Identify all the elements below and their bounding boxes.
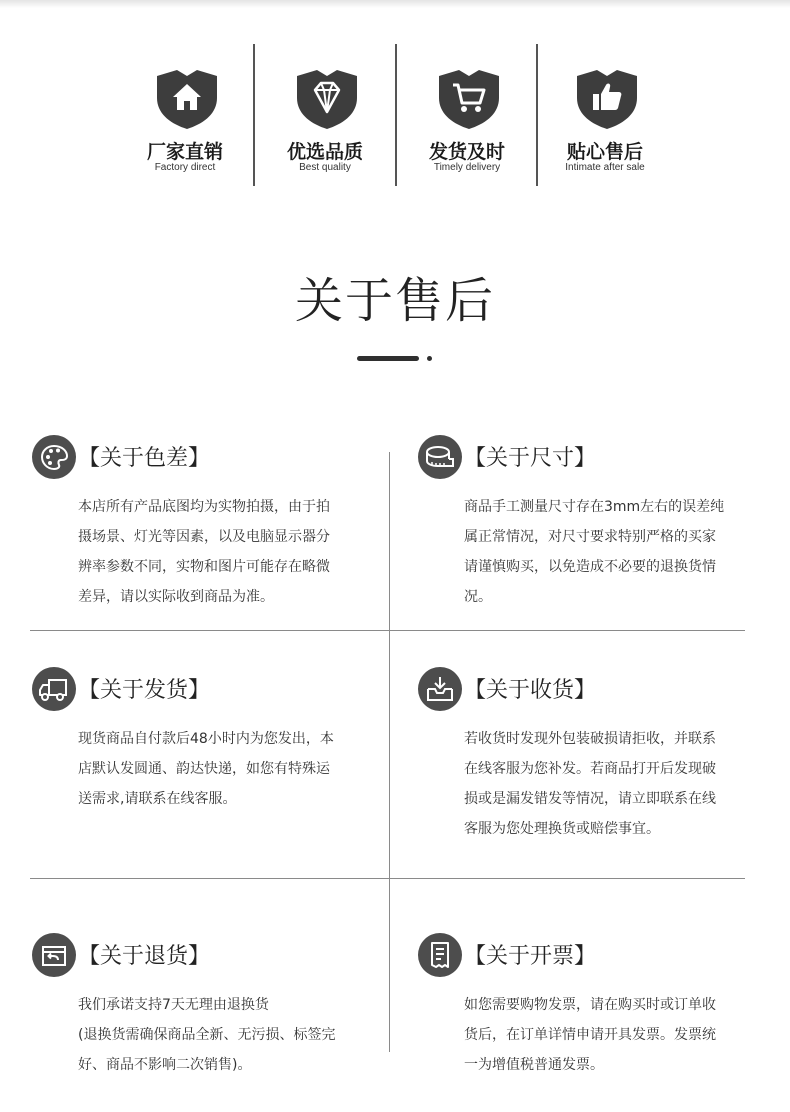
page-title: 关于售后 <box>294 273 495 329</box>
body-line: 商品手工测量尺寸存在3mm左右的误差纯 <box>464 499 725 515</box>
feature-best-quality <box>255 44 395 186</box>
section-title: 【关于色差】 <box>78 446 211 471</box>
section-color-difference <box>32 434 332 605</box>
body-line: 本店所有产品底图均为实物拍摄，由于拍 <box>78 499 330 515</box>
house-icon <box>155 68 219 130</box>
section-body <box>78 724 363 814</box>
feature-subtitle: Timely delivery <box>433 162 501 173</box>
body-line: 我们承诺支持7天无理由退换货 <box>78 997 269 1013</box>
heading-dot <box>427 356 432 361</box>
palette-icon <box>32 435 76 479</box>
feature-title: 贴心售后 <box>566 141 643 163</box>
grid-horizontal-divider <box>30 630 745 631</box>
section-title: 【关于尺寸】 <box>464 446 597 471</box>
body-line: 若收货时发现外包装破损请拒收，并联系 <box>464 731 716 747</box>
invoice-icon <box>418 933 462 977</box>
body-line: 属正常情况，对尺寸要求特别严格的买家 <box>464 529 716 545</box>
feature-title: 发货及时 <box>428 141 505 163</box>
inbox-icon <box>418 667 462 711</box>
section-returns <box>32 932 336 1073</box>
body-line: (退换货需确保商品全新、无污损、标签完 <box>78 1027 336 1043</box>
feature-factory-direct <box>115 44 255 186</box>
cart-icon <box>437 68 501 130</box>
body-line: 损或是漏发错发等情况，请立即联系在线 <box>464 791 716 807</box>
feature-title: 优选品质 <box>286 141 363 163</box>
grid-horizontal-divider <box>30 878 745 879</box>
feature-subtitle: Intimate after sale <box>565 162 645 173</box>
feature-subtitle: Best quality <box>299 162 351 173</box>
body-line: 店默认发圆通、韵达快递，如您有特殊运 <box>78 761 330 777</box>
grid-vertical-divider <box>389 452 390 1052</box>
section-receiving <box>418 666 718 837</box>
section-title: 【关于发货】 <box>78 678 211 703</box>
feature-timely-delivery <box>397 44 537 186</box>
body-line: 在线客服为您补发。若商品打开后发现破 <box>464 761 716 777</box>
body-line: 客服为您处理换货或赔偿事宜。 <box>464 821 660 837</box>
feature-row <box>115 44 675 186</box>
top-shade <box>0 0 790 8</box>
section-title: 【关于开票】 <box>464 944 597 969</box>
feature-intimate-after-sale <box>535 44 675 186</box>
section-body <box>464 990 749 1080</box>
heading-underline <box>357 356 419 361</box>
return-box-icon <box>32 933 76 977</box>
body-line: 辨率参数不同，实物和图片可能存在略微 <box>78 559 330 575</box>
section-body <box>464 724 749 844</box>
body-line: 现货商品自付款后48小时内为您发出，本 <box>78 731 334 747</box>
body-line: 差异，请以实际收到商品为准。 <box>78 589 274 605</box>
section-title: 【关于退货】 <box>78 944 211 969</box>
body-line: 好、商品不影响二次销售)。 <box>78 1057 252 1073</box>
section-body <box>464 492 749 612</box>
section-size <box>418 434 725 605</box>
body-line: 摄场景、灯光等因素，以及电脑显示器分 <box>78 529 330 545</box>
thumbs-up-icon <box>575 68 639 130</box>
tape-measure-icon <box>418 435 462 479</box>
section-body <box>78 492 363 612</box>
section-body <box>78 990 363 1080</box>
section-shipping <box>32 666 334 807</box>
diamond-icon <box>295 68 359 130</box>
section-invoice <box>418 932 718 1073</box>
body-line: 如您需要购物发票，请在购买时或订单收 <box>464 997 716 1013</box>
body-line: 况。 <box>464 589 492 605</box>
body-line: 请谨慎购买，以免造成不必要的退换货情 <box>464 559 716 575</box>
section-title: 【关于收货】 <box>464 678 597 703</box>
body-line: 货后，在订单详情申请开具发票。发票统 <box>464 1027 716 1043</box>
body-line: 一为增值税普通发票。 <box>464 1057 604 1073</box>
feature-subtitle: Factory direct <box>154 162 216 173</box>
body-line: 送需求,请联系在线客服。 <box>78 791 237 807</box>
feature-title: 厂家直销 <box>146 141 223 163</box>
truck-icon <box>32 667 76 711</box>
